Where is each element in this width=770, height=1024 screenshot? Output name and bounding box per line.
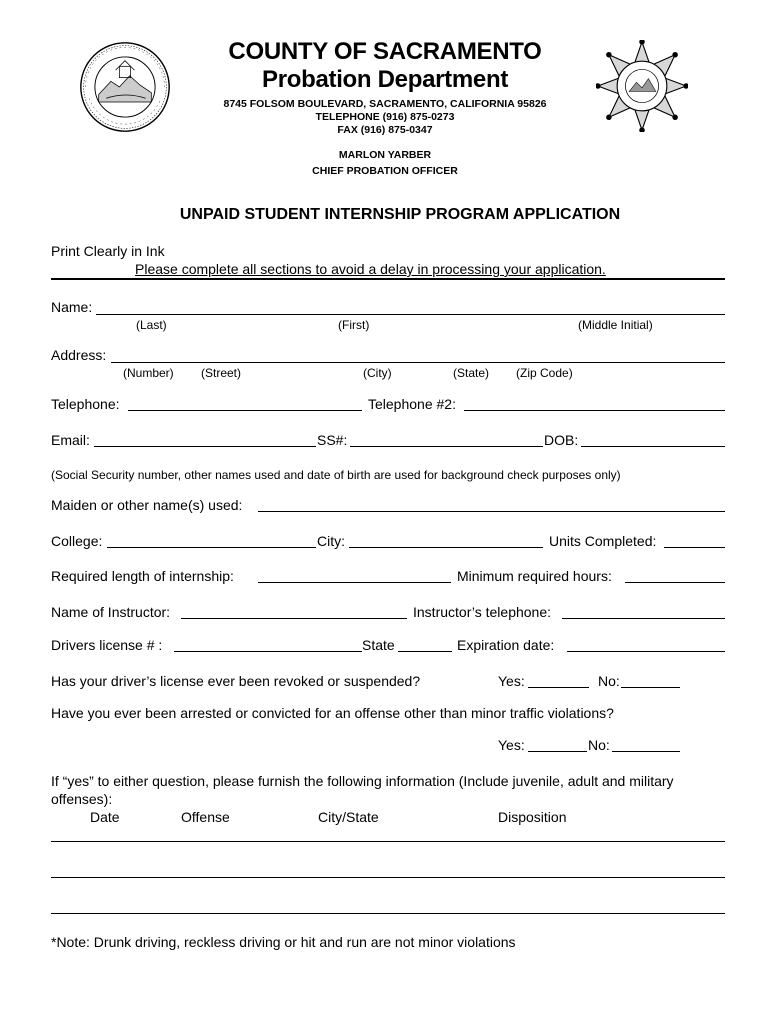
print-clearly-note: Print Clearly in Ink [51,243,165,259]
county-name: COUNTY OF SACRAMENTO [228,38,542,65]
arrested-no-field[interactable] [612,751,680,752]
college-field[interactable] [107,547,316,548]
units-completed-field[interactable] [664,547,725,548]
telephone2-label: Telephone #2: [368,396,456,412]
column-date: Date [90,809,120,825]
internship-length-field[interactable] [258,582,451,583]
name-first-caption: (First) [338,318,370,332]
email-label: Email: [51,432,90,448]
column-disposition: Disposition [498,809,567,825]
department-name: Probation Department [261,66,509,93]
telephone-label: Telephone: [51,396,120,412]
arrested-yes-label: Yes: [498,737,525,753]
arrested-question: Have you ever been arrested or convicted for an offense other than minor traffic violations? [51,705,614,721]
if-yes-instructions: If “yes” to either question, please furnish the following information (Include juvenile, adult and military [51,773,674,789]
column-offense: Offense [181,809,230,825]
minor-violations-note: *Note: Drunk driving, reckless driving or hit and run are not minor violations [51,934,516,950]
name-last-caption: (Last) [136,318,167,332]
address-zip-caption: (Zip Code) [516,366,573,380]
maiden-name-label: Maiden or other name(s) used: [51,497,243,513]
background-check-note: (Social Security number, other names used and date of birth are used for background check purposes only) [51,468,621,482]
college-city-field[interactable] [349,547,543,548]
drivers-license-field[interactable] [174,651,362,652]
name-label: Name: [51,299,93,315]
department-telephone: TELEPHONE (916) 875-0273 [315,111,455,123]
department-address: 8745 FOLSOM BOULEVARD, SACRAMENTO, CALIFORNIA 95826 [223,98,547,110]
drivers-license-label: Drivers license # : [51,637,163,653]
maiden-name-field[interactable] [258,511,725,512]
offense-entry-line[interactable] [51,877,725,878]
chief-title: CHIEF PROBATION OFFICER [312,165,458,177]
min-hours-field[interactable] [625,582,725,583]
address-label: Address: [51,347,107,363]
address-state-caption: (State) [453,366,490,380]
column-city-state: City/State [318,809,379,825]
expiration-date-field[interactable] [567,651,725,652]
dob-label: DOB: [544,432,579,448]
revoked-yes-label: Yes: [498,673,525,689]
department-fax: FAX (916) 875-0347 [337,124,433,136]
college-label: College: [51,533,103,549]
instructor-name-label: Name of Instructor: [51,604,171,620]
revoked-no-field[interactable] [621,687,680,688]
telephone2-field[interactable] [464,410,725,411]
instructor-telephone-label: Instructor’s telephone: [413,604,552,620]
telephone-field[interactable] [128,410,362,411]
college-city-label: City: [317,533,345,549]
min-hours-label: Minimum required hours: [457,568,612,584]
revoked-question: Has your driver’s license ever been revoked or suspended? [51,673,421,689]
instructor-telephone-field[interactable] [562,618,725,619]
section-divider [51,278,725,280]
units-completed-label: Units Completed: [549,533,657,549]
name-middle-caption: (Middle Initial) [578,318,653,332]
instructions-note: Please complete all sections to avoid a delay in processing your application. [135,261,606,277]
offense-entry-line[interactable] [51,841,725,842]
form-title: UNPAID STUDENT INTERNSHIP PROGRAM APPLICATION [179,206,621,223]
dob-field[interactable] [581,446,725,447]
internship-length-label: Required length of internship: [51,568,234,584]
license-state-field[interactable] [398,651,452,652]
chief-name: MARLON YARBER [338,149,432,161]
revoked-yes-field[interactable] [528,687,589,688]
expiration-date-label: Expiration date: [457,637,555,653]
address-field[interactable] [111,362,725,363]
name-field[interactable] [96,314,725,315]
offense-entry-line[interactable] [51,913,725,914]
address-street-caption: (Street) [201,366,242,380]
revoked-no-label: No: [598,673,620,689]
address-city-caption: (City) [363,366,392,380]
arrested-yes-field[interactable] [528,751,587,752]
ss-label: SS#: [317,432,348,448]
arrested-no-label: No: [588,737,610,753]
ss-field[interactable] [350,446,543,447]
email-field[interactable] [94,446,316,447]
address-number-caption: (Number) [123,366,174,380]
if-yes-instructions-cont: offenses): [51,791,113,807]
license-state-label: State [362,637,395,653]
instructor-name-field[interactable] [181,618,407,619]
